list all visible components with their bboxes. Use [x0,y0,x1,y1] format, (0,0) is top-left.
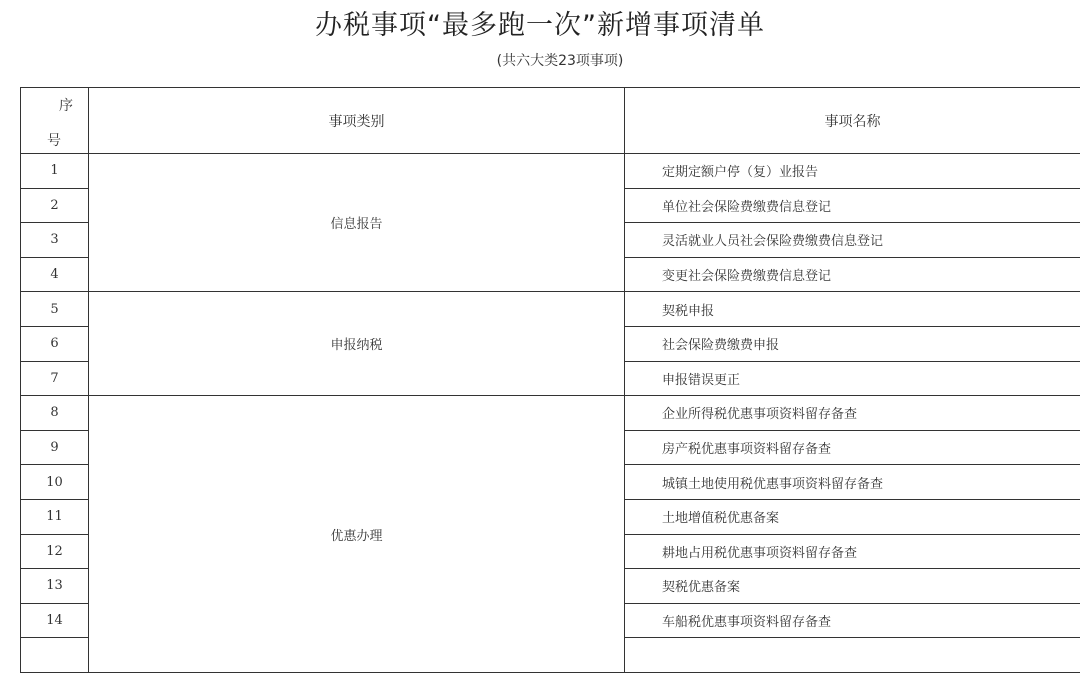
item-name-cell: 申报错误更正 [625,361,1080,396]
seq-cell: 10 [21,465,89,500]
category-cell: 信息报告 [89,154,625,292]
category-column-header: 事项类别 [89,88,625,154]
seq-cell: 8 [21,396,89,431]
seq-cell: 13 [21,569,89,604]
table-row [21,154,1080,189]
table-row [21,292,1080,327]
item-name-cell: 单位社会保险费缴费信息登记 [625,188,1080,223]
seq-cell: 14 [21,603,89,638]
item-name-cell: 社会保险费缴费申报 [625,326,1080,361]
table-body [21,88,1080,673]
item-name-cell: 契税申报 [625,292,1080,327]
name-column-header: 事项名称 [625,88,1080,154]
seq-cell: 4 [21,257,89,292]
seq-cell: 7 [21,361,89,396]
item-name-cell: 房产税优惠事项资料留存备查 [625,430,1080,465]
item-name-cell: 城镇土地使用税优惠事项资料留存备查 [625,465,1080,500]
item-list-table [20,87,1080,673]
seq-cell: 1 [21,154,89,189]
seq-header-char-2: 号 [47,130,61,150]
seq-cell: 3 [21,223,89,258]
seq-cell [21,638,89,673]
category-cell: 优惠办理 [89,396,625,673]
seq-cell: 2 [21,188,89,223]
item-name-cell: 灵活就业人员社会保险费缴费信息登记 [625,223,1080,258]
seq-header-char-1: 序 [59,95,73,115]
item-name-cell: 企业所得税优惠事项资料留存备查 [625,396,1080,431]
page-title: 办税事项“最多跑一次”新增事项清单 [0,8,1080,44]
seq-cell: 9 [21,430,89,465]
seq-column-header [21,88,89,154]
seq-cell: 11 [21,499,89,534]
table-header-row [21,88,1080,154]
item-name-cell [625,638,1080,673]
item-name-cell: 车船税优惠事项资料留存备查 [625,603,1080,638]
item-name-cell: 变更社会保险费缴费信息登记 [625,257,1080,292]
item-name-cell: 契税优惠备案 [625,569,1080,604]
item-name-cell: 耕地占用税优惠事项资料留存备查 [625,534,1080,569]
item-name-cell: 定期定额户停（复）业报告 [625,154,1080,189]
seq-cell: 5 [21,292,89,327]
item-name-cell: 土地增值税优惠备案 [625,499,1080,534]
category-cell: 申报纳税 [89,292,625,396]
seq-cell: 12 [21,534,89,569]
table-row [21,396,1080,431]
seq-cell: 6 [21,326,89,361]
page-subtitle: (共六大类23项事项) [0,51,1080,71]
